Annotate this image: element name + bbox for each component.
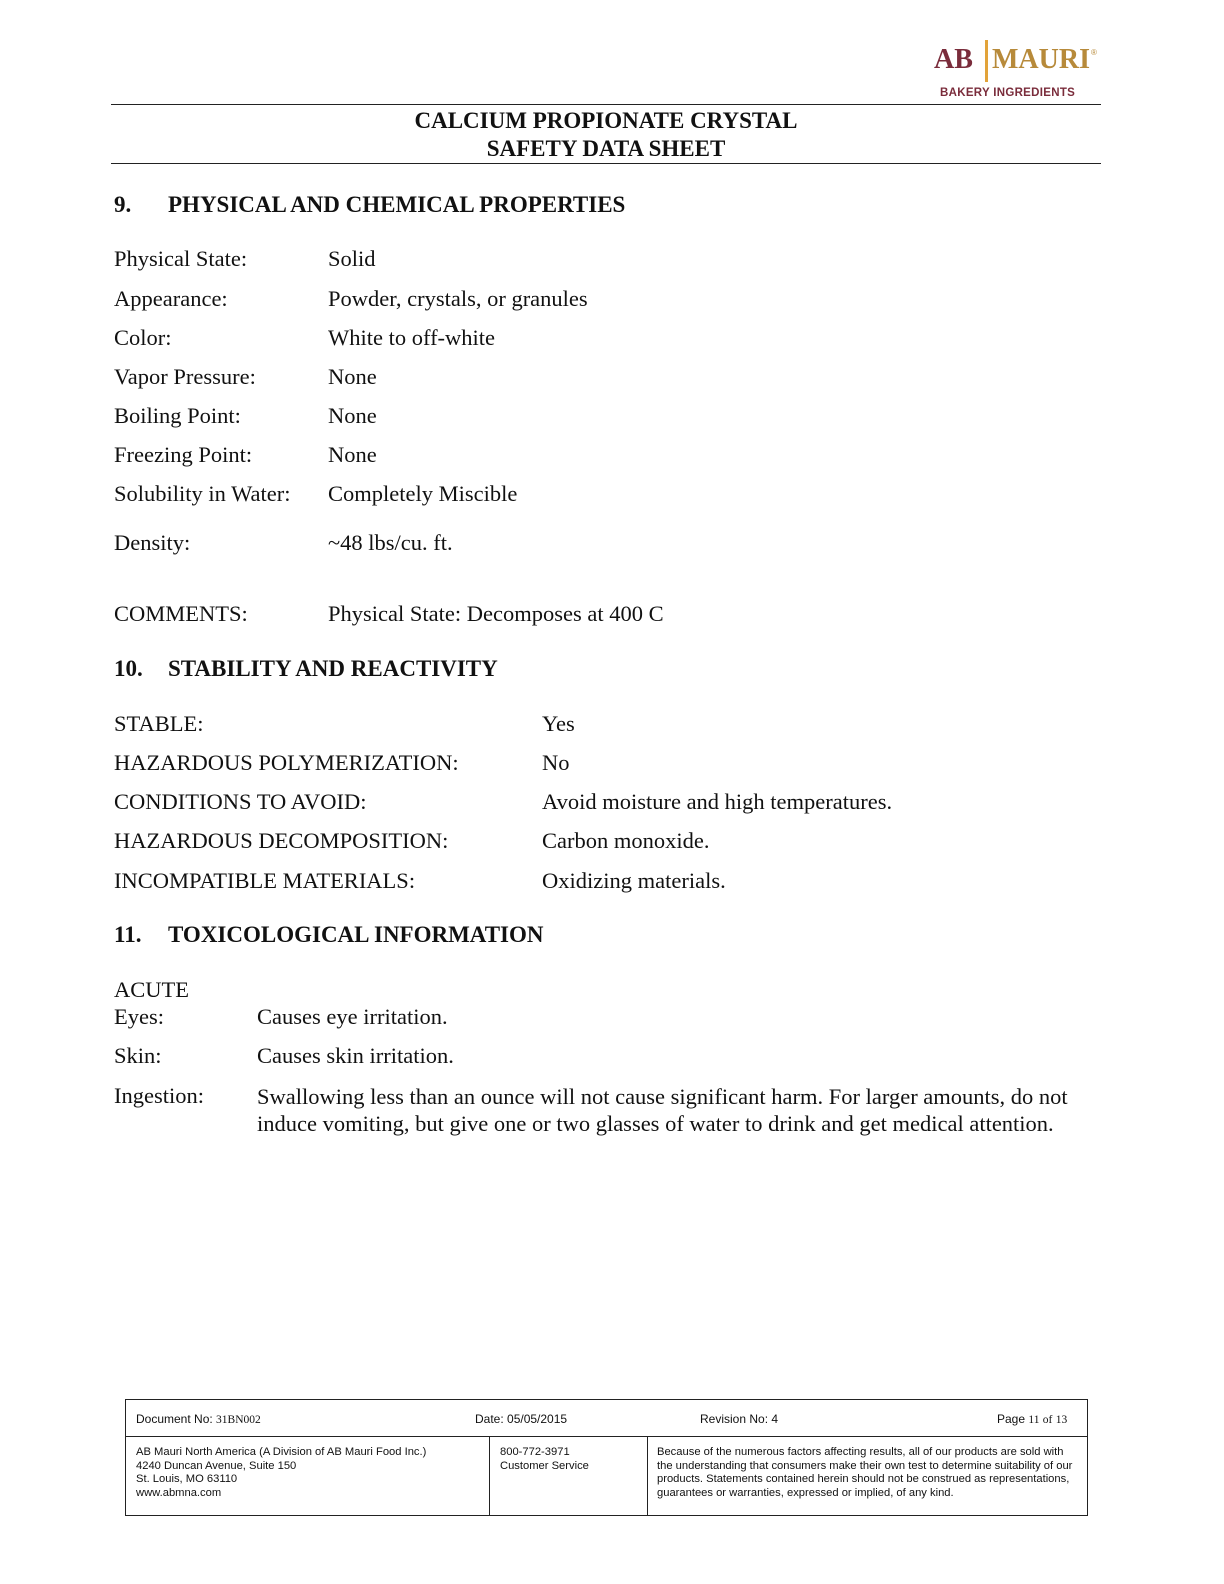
document-footer [125, 1399, 1088, 1516]
footer-doc-no-label: Document No: [136, 1412, 213, 1426]
toxicology-value: Causes eye irritation. [257, 1004, 448, 1029]
comments-value: Physical State: Decomposes at 400 C [328, 601, 664, 626]
footer-address-line: www.abmna.com [136, 1486, 222, 1499]
property-label: Density: [114, 530, 191, 555]
document-title-line2: SAFETY DATA SHEET [486, 136, 726, 161]
footer-address [136, 1446, 481, 1500]
stability-value: Carbon monoxide. [542, 828, 710, 853]
toxicology-value: Causes skin irritation. [257, 1043, 454, 1068]
property-value: None [328, 364, 377, 389]
stability-label: CONDITIONS TO AVOID: [114, 789, 367, 814]
toxicology-label: Skin: [114, 1043, 162, 1068]
footer-document-number [136, 1412, 261, 1427]
comments-label: COMMENTS: [114, 601, 248, 626]
property-value: Completely Miscible [328, 481, 518, 506]
footer-page-number [997, 1412, 1067, 1427]
property-value: None [328, 442, 377, 467]
footer-address-line: St. Louis, MO 63110 [136, 1473, 238, 1486]
property-label: Boiling Point: [114, 403, 241, 428]
footer-divider [126, 1436, 1087, 1437]
property-value: White to off-white [328, 325, 496, 350]
title-top-rule [111, 104, 1101, 105]
section-11-title: TOXICOLOGICAL INFORMATION [168, 922, 544, 947]
logo-trademark: ® [1091, 48, 1097, 57]
footer-page-current: 11 [1028, 1414, 1040, 1426]
footer-phone-label: Customer Service [500, 1459, 589, 1472]
footer-page-of: of [1042, 1414, 1053, 1426]
footer-page-label: Page [997, 1412, 1026, 1426]
property-label: Appearance: [114, 286, 228, 311]
section-9-title: PHYSICAL AND CHEMICAL PROPERTIES [168, 192, 626, 217]
property-value: None [328, 403, 377, 428]
section-10-heading [114, 656, 498, 682]
stability-value: Oxidizing materials. [542, 868, 726, 893]
stability-label: INCOMPATIBLE MATERIALS: [114, 868, 416, 893]
document-title [111, 107, 1101, 163]
footer-disclaimer: Because of the numerous factors affecting results, all of our products are sold with the understanding that consumers make their own test to determine suitability of our products. Statements contained herein should not be construed as representations, guarantees or warranties, expressed or implied, of any kind. [657, 1446, 1073, 1499]
logo-subtitle: BAKERY INGREDIENTS [940, 87, 1076, 99]
property-label: Freezing Point: [114, 442, 253, 467]
section-11-heading [114, 922, 544, 948]
section-10-title: STABILITY AND REACTIVITY [168, 656, 498, 681]
footer-date: Date: 05/05/2015 [475, 1412, 568, 1426]
logo-mauri-text: MAURI [992, 44, 1090, 75]
title-bottom-rule [111, 163, 1101, 164]
property-value: ~48 lbs/cu. ft. [328, 530, 453, 555]
section-9-number: 9. [114, 192, 132, 217]
footer-page-total: 13 [1055, 1414, 1068, 1426]
property-label: Solubility in Water: [114, 481, 291, 506]
footer-phone: 800-772-3971 [500, 1446, 570, 1458]
section-10-number: 10. [114, 656, 143, 681]
section-9-heading [114, 192, 625, 218]
property-value: Powder, crystals, or granules [328, 286, 588, 311]
document-title-line1: CALCIUM PROPIONATE CRYSTAL [414, 108, 798, 133]
stability-label: HAZARDOUS DECOMPOSITION: [114, 828, 449, 853]
company-logo [930, 40, 1100, 102]
footer-column-divider [647, 1436, 648, 1515]
acute-subheading: ACUTE [114, 977, 189, 1002]
property-label: Color: [114, 325, 172, 350]
property-value: Solid [328, 246, 376, 271]
toxicology-value-paragraph: Swallowing less than an ounce will not cause significant harm. For larger amounts, do not induce vomiting, but give one or two glasses of water to drink and get medical attention. [257, 1084, 1068, 1136]
stability-label: STABLE: [114, 711, 204, 736]
footer-contact [500, 1446, 640, 1473]
toxicology-label: Ingestion: [114, 1083, 204, 1108]
stability-value: Yes [542, 711, 575, 736]
footer-revision: Revision No: 4 [700, 1412, 779, 1426]
property-label: Vapor Pressure: [114, 364, 256, 389]
footer-column-divider [489, 1436, 490, 1515]
logo-ab-text: AB [934, 44, 973, 75]
property-label: Physical State: [114, 246, 248, 271]
footer-doc-no-value: 31BN002 [216, 1414, 261, 1426]
logo-divider-bar [985, 40, 988, 82]
stability-value: Avoid moisture and high temperatures. [542, 789, 893, 814]
footer-address-line: 4240 Duncan Avenue, Suite 150 [136, 1459, 297, 1472]
stability-label: HAZARDOUS POLYMERIZATION: [114, 750, 459, 775]
section-11-number: 11. [114, 922, 142, 947]
stability-value: No [542, 750, 570, 775]
footer-address-line: AB Mauri North America (A Division of AB Mauri Food Inc.) [136, 1446, 427, 1458]
toxicology-label: Eyes: [114, 1004, 164, 1029]
